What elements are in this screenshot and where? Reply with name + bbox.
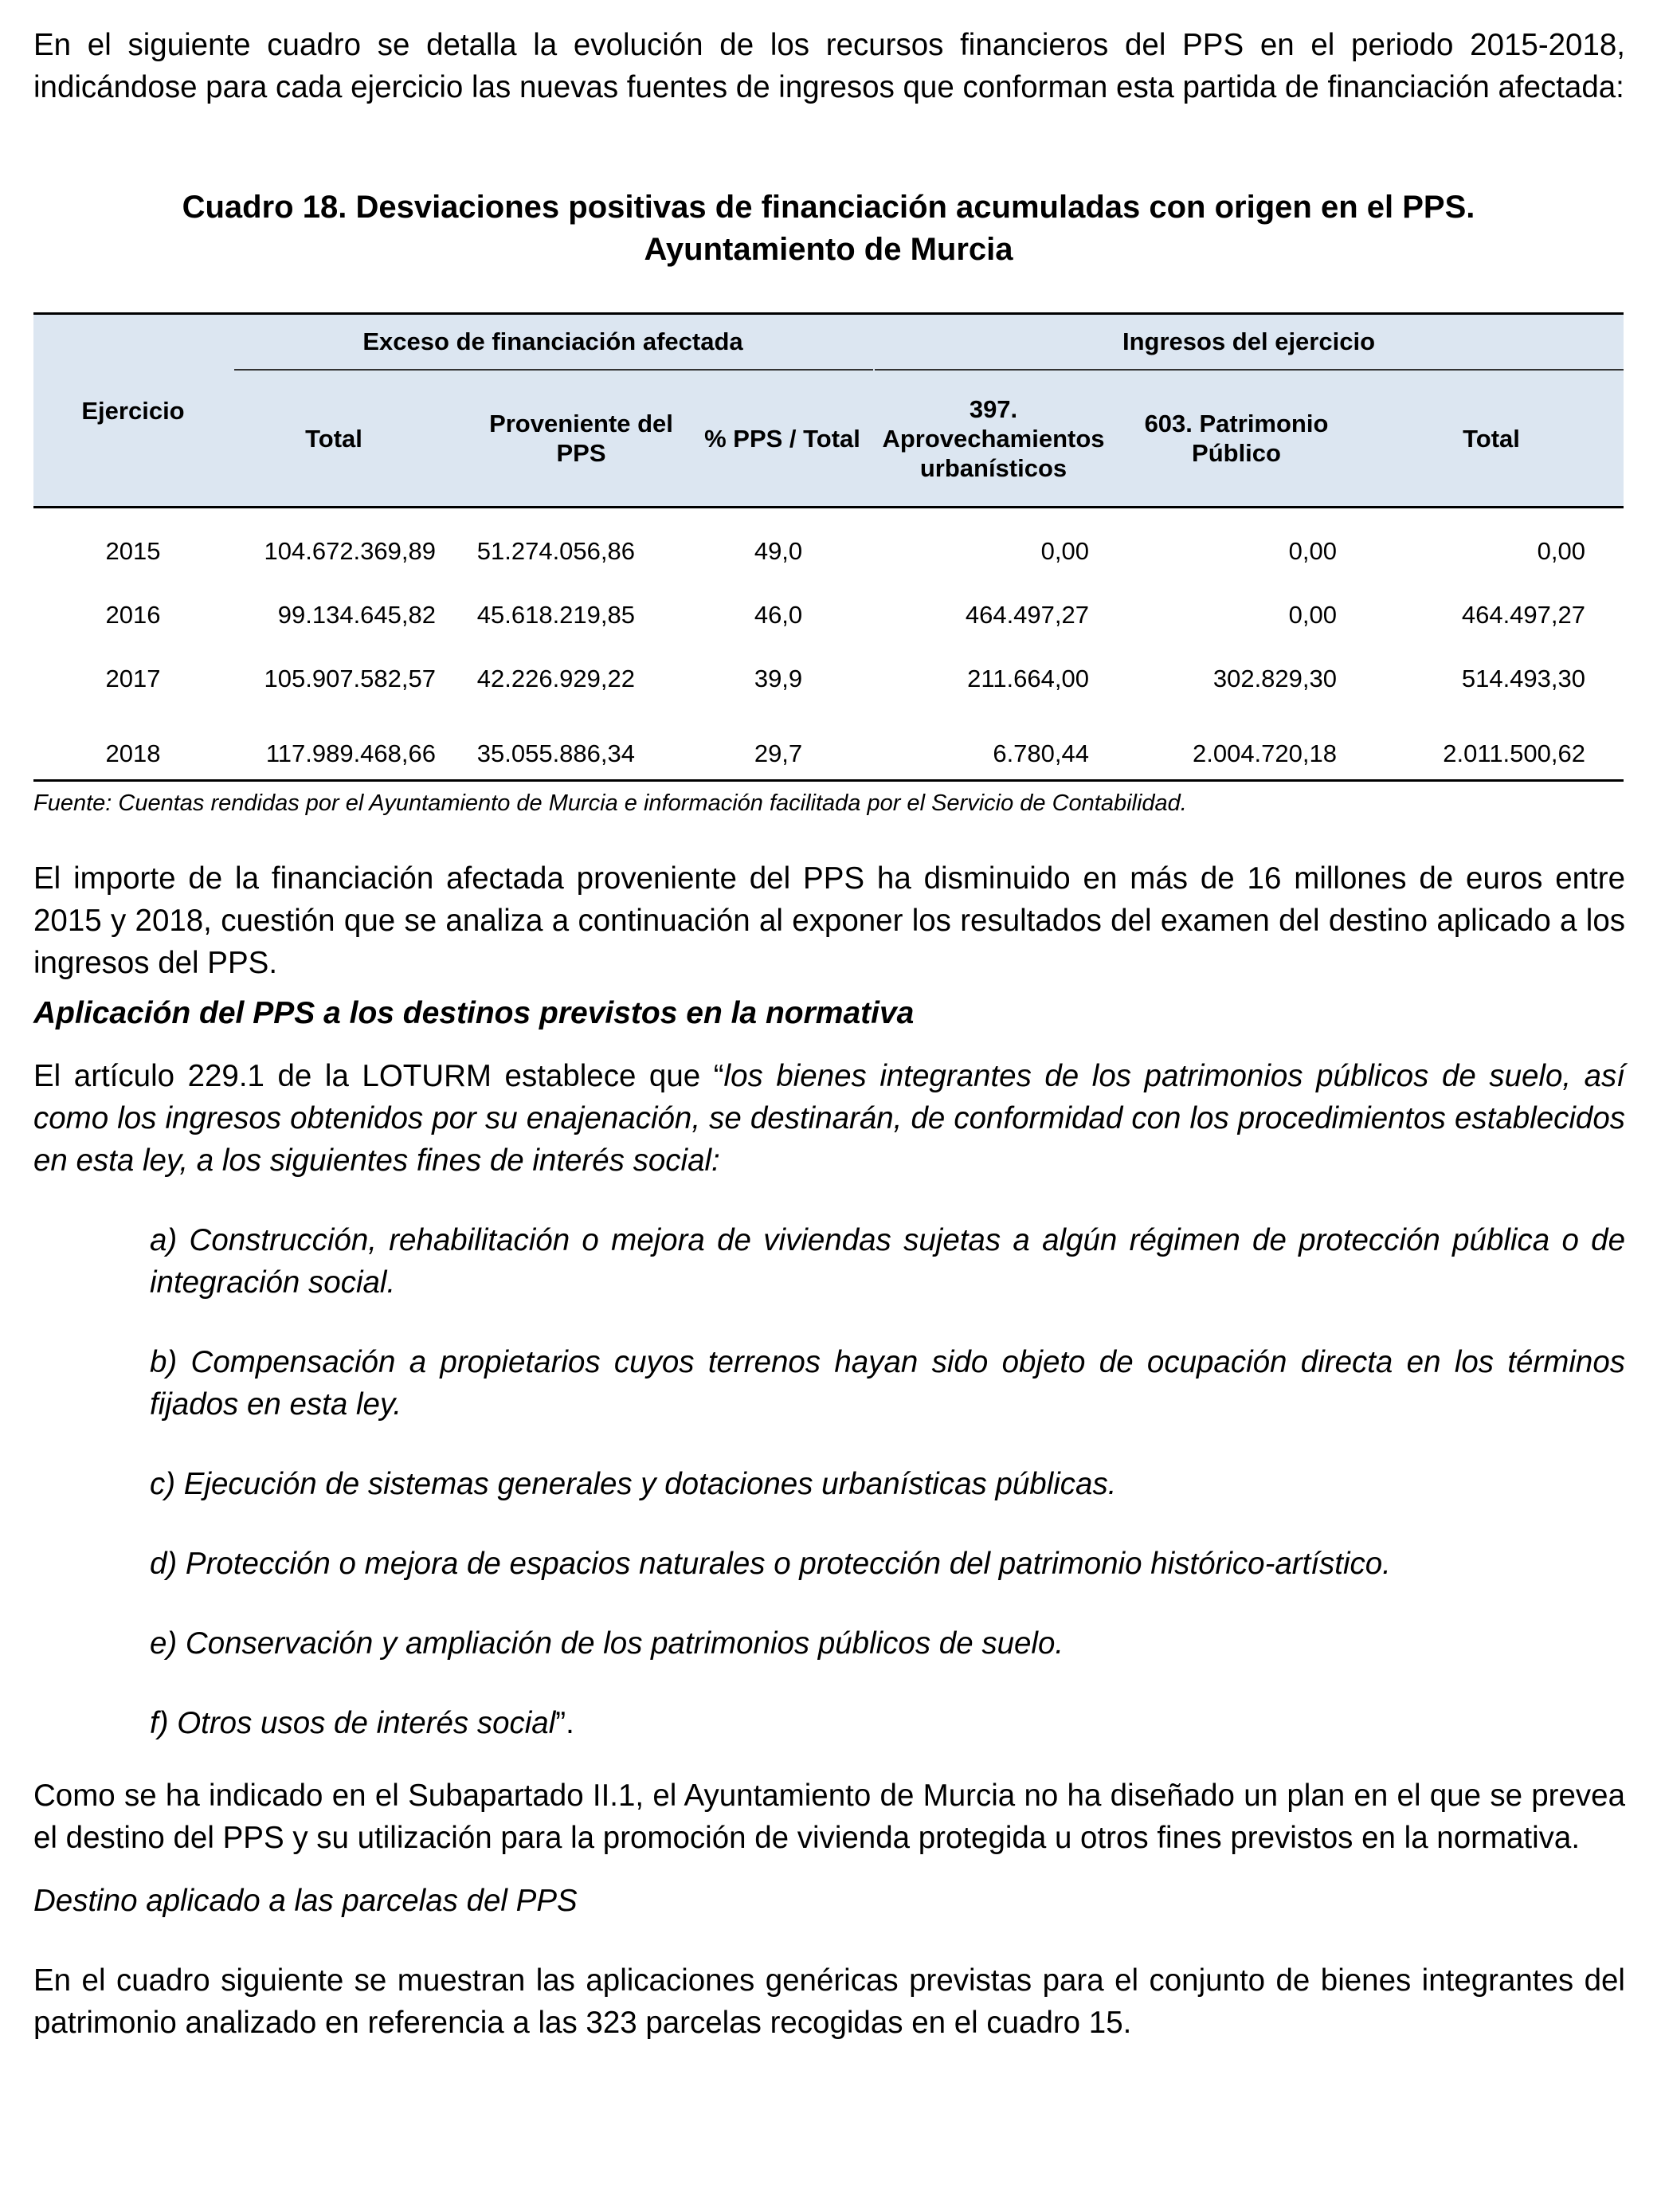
cell-pct: 46,0 — [754, 601, 803, 629]
quote-close: ”. — [555, 1706, 574, 1740]
cell-proveniente: 51.274.056,86 — [476, 537, 635, 565]
header-group-exceso: Exceso de financiación afectada — [362, 327, 743, 355]
caption-line-2: Ayuntamiento de Murcia — [644, 232, 1013, 267]
table-row — [33, 599, 1624, 631]
cell-aprovechamientos: 0,00 — [1040, 537, 1089, 565]
paragraph-articulo — [33, 1055, 1625, 1182]
cell-patrimonio: 0,00 — [1288, 601, 1337, 629]
articulo-prefix: El artículo 229.1 de la LOTURM establece que “ — [33, 1059, 724, 1093]
table-row — [33, 738, 1624, 770]
heading-aplicacion: Aplicación del PPS a los destinos previstos en la normativa — [33, 996, 915, 1030]
caption-line-1: Cuadro 18. Desviaciones positivas de financiación acumuladas con origen en el PPS. — [182, 190, 1475, 225]
paragraph-importe: El importe de la financiación afectada proveniente del PPS ha disminuido en más de 16 millones de euros entre 2015 y 2018, cuestión que se analiza a continuación al exponer los resultados del examen del destino aplicado a los ingresos del PPS. — [33, 861, 1625, 980]
cell-total-ingresos: 0,00 — [1537, 537, 1585, 565]
articulo-quote: los bienes integrantes de los patrimonios públicos de suelo, así como los ingresos obtenidos por su enajenación, se destinarán, de conformidad con los procedimientos establecidos en esta ley, a los siguientes fines de interés social: — [33, 1059, 1625, 1178]
cell-year: 2018 — [105, 739, 161, 767]
cell-aprovechamientos: 464.497,27 — [965, 601, 1089, 629]
cell-aprovechamientos: 6.780,44 — [993, 739, 1089, 767]
table-header — [33, 312, 1624, 508]
list-item: a) Construcción, rehabilitación o mejora de viviendas sujetas a algún régimen de protección pública o de integración social. — [150, 1223, 1625, 1300]
cell-year: 2016 — [105, 601, 161, 629]
heading-destino: Destino aplicado a las parcelas del PPS — [33, 1884, 578, 1918]
cell-total-ingresos: 2.011.500,62 — [1443, 739, 1585, 767]
paragraph-final: En el cuadro siguiente se muestran las aplicaciones genéricas previstas para el conjunto de bienes integrantes del patrimonio analizado en referencia a las 323 parcelas recogidas en el cuadro 15. — [33, 1963, 1625, 2040]
header-total-ingresos: Total — [1463, 424, 1520, 453]
cell-pct: 29,7 — [754, 739, 803, 767]
cell-proveniente: 35.055.886,34 — [476, 739, 635, 767]
table-source-note: Fuente: Cuentas rendidas por el Ayuntamiento de Murcia e información facilitada por el Servicio de Contabilidad. — [33, 790, 1187, 816]
fin-f-text: f) Otros usos de interés social — [150, 1706, 556, 1740]
cell-total-ingresos: 464.497,27 — [1461, 601, 1585, 629]
cell-patrimonio: 2.004.720,18 — [1192, 739, 1337, 767]
cell-pct: 49,0 — [754, 537, 803, 565]
cell-total: 104.672.369,89 — [264, 537, 436, 565]
document-page — [33, 24, 1625, 108]
body-section — [33, 857, 1625, 2044]
header-total: Total — [305, 424, 362, 453]
list-item — [150, 1702, 1625, 1744]
table-row — [33, 663, 1624, 695]
header-group-ingresos: Ingresos del ejercicio — [1122, 327, 1376, 355]
header-pct: % PPS / Total — [704, 424, 860, 453]
list-item: e) Conservación y ampliación de los patrimonios públicos de suelo. — [150, 1626, 1064, 1661]
cell-patrimonio: 0,00 — [1288, 537, 1337, 565]
header-aprovechamientos: 397. Aprovechamientos urbanísticos — [882, 394, 1105, 482]
list-item: b) Compensación a propietarios cuyos terrenos hayan sido objeto de ocupación directa en los términos fijados en esta ley. — [150, 1345, 1625, 1422]
intro-paragraph: En el siguiente cuadro se detalla la evolución de los recursos financieros del PPS en el periodo 2015-2018, indicándose para cada ejercicio las nuevas fuentes de ingresos que conforman esta partida de financiación afectada: — [33, 28, 1625, 104]
header-patrimonio: 603. Patrimonio Público — [1144, 410, 1329, 467]
cell-year: 2017 — [105, 665, 161, 692]
table-body — [33, 508, 1624, 782]
data-table — [33, 312, 1624, 782]
cell-aprovechamientos: 211.664,00 — [967, 665, 1089, 692]
cell-total: 99.134.645,82 — [277, 601, 436, 629]
cell-total-ingresos: 514.493,30 — [1461, 665, 1585, 692]
cell-patrimonio: 302.829,30 — [1212, 665, 1337, 692]
cell-total: 105.907.582,57 — [264, 665, 436, 692]
cell-year: 2015 — [105, 537, 161, 565]
list-item: d) Protección o mejora de espacios naturales o protección del patrimonio histórico-artístico. — [150, 1547, 1391, 1581]
header-proveniente: Proveniente del PPS — [489, 410, 673, 467]
fines-list — [33, 1219, 1625, 1744]
paragraph-subapartado: Como se ha indicado en el Subapartado II.1, el Ayuntamiento de Murcia no ha diseñado un plan en el que se prevea el destino del PPS y su utilización para la promoción de vivienda protegida u otros fines previstos en la normativa. — [33, 1779, 1625, 1855]
cell-total: 117.989.468,66 — [265, 739, 436, 767]
cell-proveniente: 42.226.929,22 — [476, 665, 635, 692]
header-ejercicio: Ejercicio — [81, 396, 185, 425]
cell-proveniente: 45.618.219,85 — [476, 601, 635, 629]
list-item: c) Ejecución de sistemas generales y dotaciones urbanísticas públicas. — [150, 1467, 1117, 1501]
table-row — [33, 535, 1624, 567]
cell-pct: 39,9 — [754, 665, 803, 692]
table-caption — [33, 186, 1624, 271]
